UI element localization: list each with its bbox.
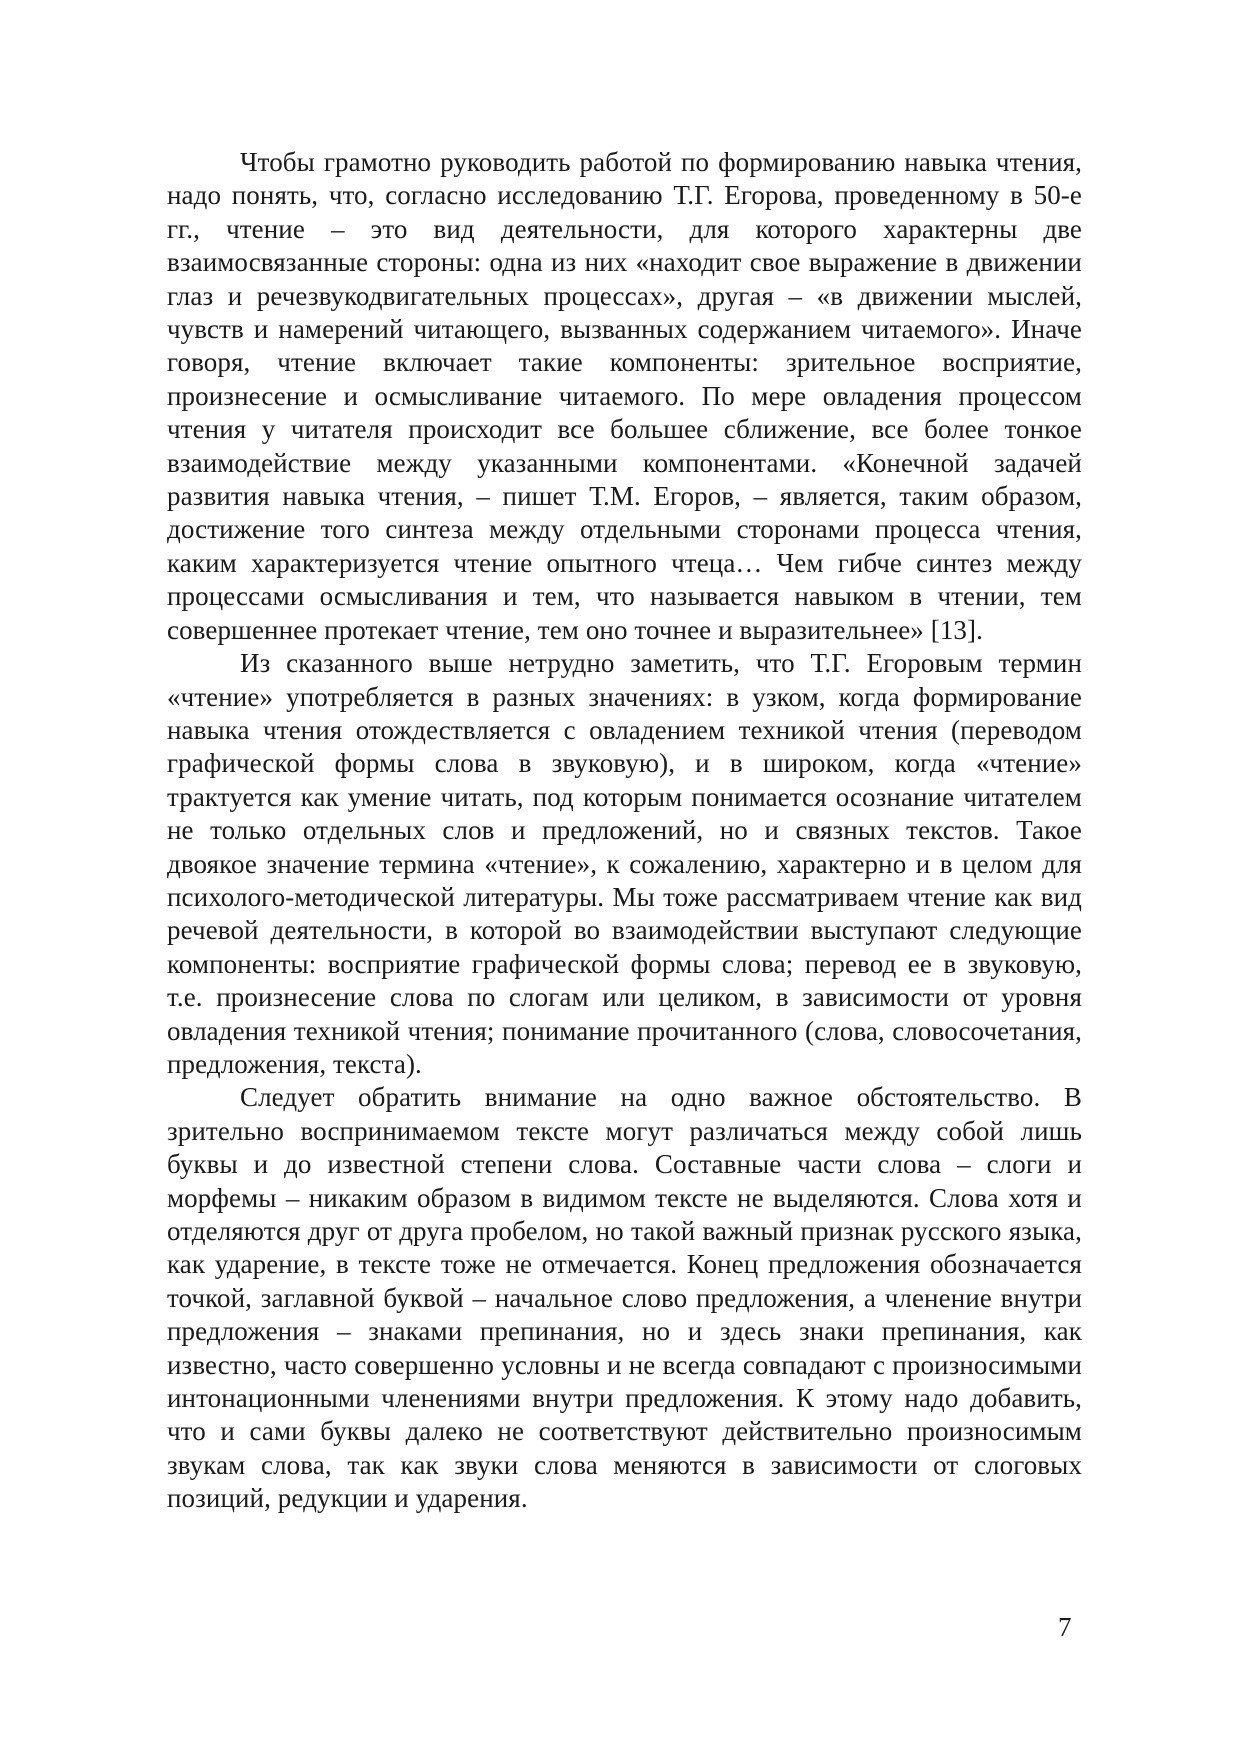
page-body: [167, 146, 1082, 1516]
paragraph-2: Из сказанного выше нетрудно заметить, что Т.Г. Егоровым термин «чтение» употребляется в разных значениях: в узком, когда формирование навыка чтения отождествляется с овладением техникой чтения (переводом графической формы слова в звуковую), и в широком, когда «чтение» трактуется как умение читать, под которым понимается осознание читателем не только отдельных слов и предложений, но и связных текстов. Такое двоякое значение термина «чтение», к сожалению, характерно и в целом для психолого-методической литературы. Мы тоже рассматриваем чтение как вид речевой деятельности, в которой во взаимодействии выступают следующие компоненты: восприятие графической формы слова; перевод ее в звуковую, т.е. произнесение слова по слогам или целиком, в зависимости от уровня овладения техникой чтения; понимание прочитанного (слова, словосочетания, предложения, текста).: [167, 648, 1082, 1079]
page-number: 7: [1058, 1612, 1072, 1642]
paragraph-3: Следует обратить внимание на одно важное обстоятельство. В зрительно воспринимаемом тексте могут различаться между собой лишь буквы и до известной степени слова. Составные части слова – слоги и морфемы – никаким образом в видимом тексте не выделяются. Слова хотя и отделяются друг от друга пробелом, но такой важный признак русского языка, как ударение, в тексте тоже не отмечается. Конец предложения обозначается точкой, заглавной буквой – начальное слово предложения, а членение внутри предложения – знаками препинания, но и здесь знаки препинания, как известно, часто совершенно условны и не всегда совпадают с произносимыми интонационными членениями внутри предложения. К этому надо добавить, что и сами буквы далеко не соответствуют действительно произносимым звукам слова, так как звуки слова меняются в зависимости от слоговых позиций, редукции и ударения.: [167, 1082, 1082, 1514]
paragraph-1: Чтобы грамотно руководить работой по формированию навыка чтения, надо понять, что, согласно исследованию Т.Г. Егорова, проведенному в 50-е гг., чтение – это вид деятельности, для которого характерны две взаимосвязанные стороны: одна из них «находит свое выражение в движении глаз и речезвукодвигательных процессах», другая – «в движении мыслей, чувств и намерений читающего, вызванных содержанием читаемого». Иначе говоря, чтение включает такие компоненты: зрительное восприятие, произнесение и осмысливание читаемого. По мере овладения процессом чтения у читателя происходит все большее сближение, все более тонкое взаимодействие между указанными компонентами. «Конечной задачей развития навыка чтения, – пишет Т.М. Егоров, – является, таким образом, достижение того синтеза между отдельными сторонами процесса чтения, каким характеризуется чтение опытного чтеца… Чем гибче синтез между процессами осмысливания и тем, что называется навыком в чтении, тем совершеннее протекает чтение, тем оно точнее и выразительнее» [13].: [167, 147, 1082, 645]
